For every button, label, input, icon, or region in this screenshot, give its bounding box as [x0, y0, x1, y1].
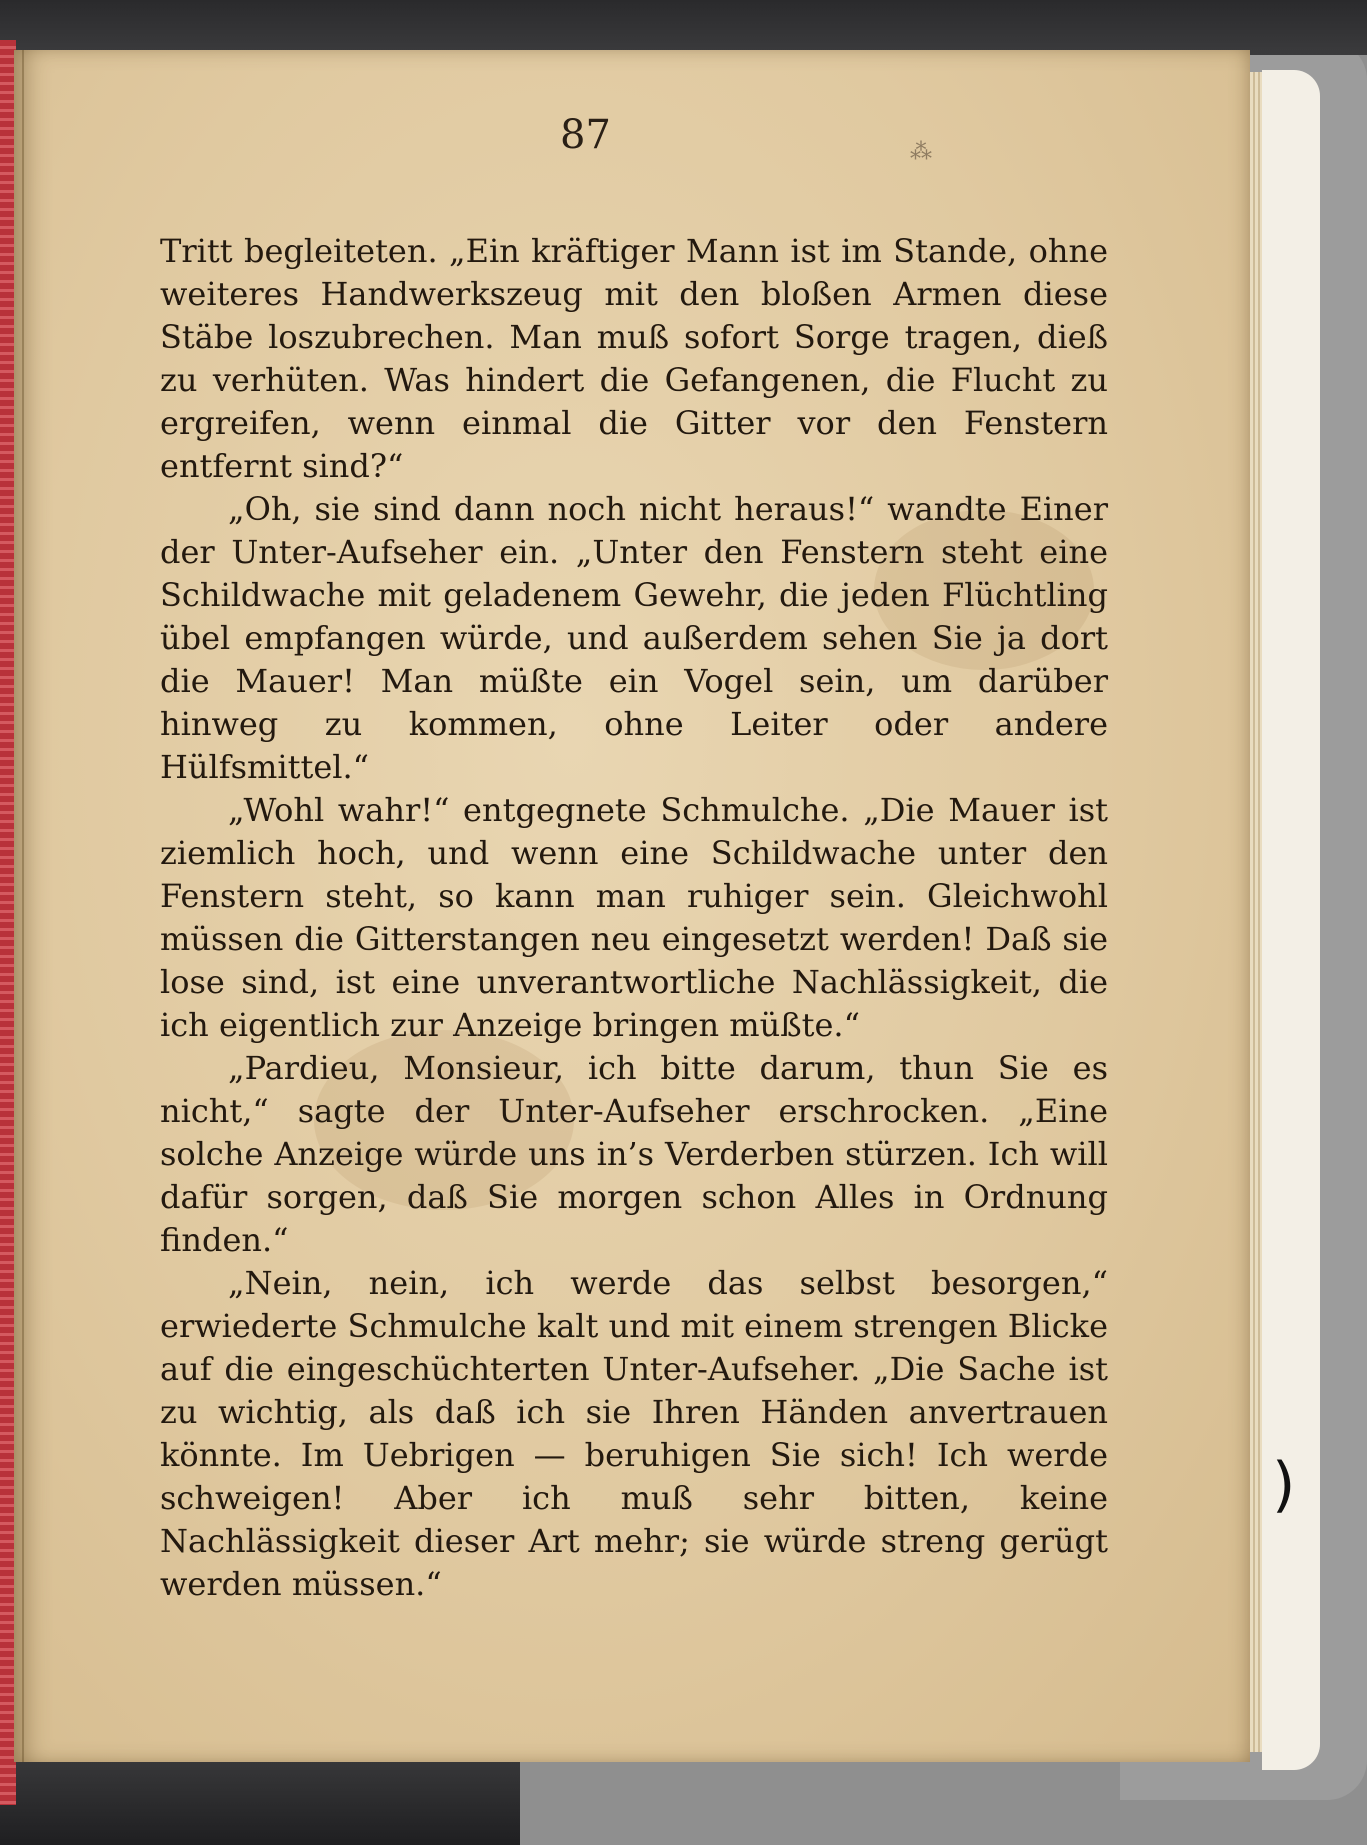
body-text: [160, 230, 1108, 1606]
paragraph: „Nein, nein, ich werde das selbst besorgen,“ erwiederte Schmulche kalt und mit einem strengen Blicke auf die eingeschüchterten Unter-Aufseher. „Die Sache ist zu wichtig, als daß ich sie Ihren Händen anvertrauen könnte. Im Uebrigen — beruhigen Sie sich! Ich werde schweigen! Aber ich muß sehr bitten, keine Nachlässigkeit dieser Art mehr; sie würde streng gerügt werden müssen.“: [160, 1264, 1108, 1603]
book-cover-bottom: [0, 1752, 520, 1845]
page-number: 87: [560, 112, 611, 158]
paragraph: „Pardieu, Monsieur, ich bitte darum, thun Sie es nicht,“ sagte der Unter-Aufseher erschrocken. „Eine solche Anzeige würde uns in’s Verderben stürzen. Ich will dafür sorgen, daß Sie morgen schon Alles in Ordnung finden.“: [160, 1049, 1108, 1259]
gutter-line: [22, 50, 24, 1762]
book-cover-top: [0, 0, 1367, 55]
paragraph: Tritt begleiteten. „Ein kräftiger Mann ist im Stande, ohne weiteres Handwerkszeug mit den bloßen Armen diese Stäbe loszubrechen. Man muß sofort Sorge tragen, dieß zu verhüten. Was hindert die Gefangenen, die Flucht zu ergreifen, wenn einmal die Gitter vor den Fenstern entfernt sind?“: [160, 232, 1108, 485]
ornament-mark: ⁂: [910, 140, 932, 165]
paragraph: „Oh, sie sind dann noch nicht heraus!“ wandte Einer der Unter-Aufseher ein. „Unter den Fenstern steht eine Schildwache mit geladenem Gewehr, die jeden Flüchtling übel empfangen würde, und außerdem sehen Sie ja dort die Mauer! Man müßte ein Vogel sein, um darüber hinweg zu kommen, ohne Leiter oder andere Hülfsmittel.“: [160, 490, 1108, 786]
paragraph: „Wohl wahr!“ entgegnete Schmulche. „Die Mauer ist ziemlich hoch, und wenn eine Schildwache unter den Fenstern steht, so kann man ruhiger sein. Gleichwohl müssen die Gitterstangen neu eingesetzt werden! Daß sie lose sind, ist eine unverantwortliche Nachlässigkeit, die ich eigentlich zur Anzeige bringen müßte.“: [160, 791, 1108, 1044]
edge-mark: ): [1272, 1450, 1296, 1520]
